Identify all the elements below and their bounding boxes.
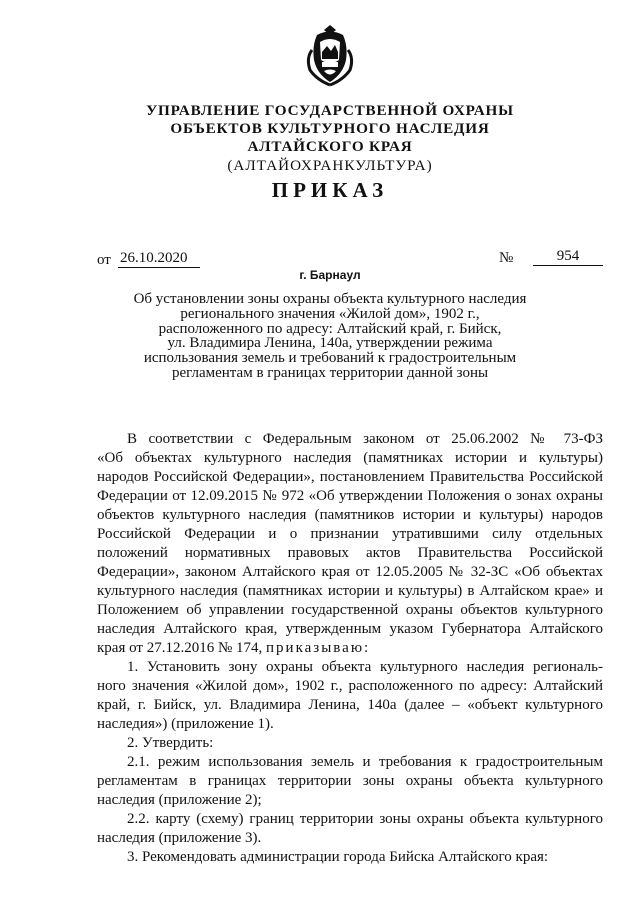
- subject-line: Об установлении зоны охраны объекта культурного наследия: [133, 291, 527, 307]
- coat-of-arms-icon: [303, 22, 357, 88]
- order-date: 26.10.2020: [118, 250, 200, 268]
- clause-2-2-last-line: наследия (приложение 3).: [97, 830, 262, 846]
- clause-1-line: край, г. Бийск, ул. Владимира Ленина, 140а (далее – «объект культурного: [97, 697, 603, 713]
- preamble-line: наследия Алтайского края, утвержденным указом Губернатора Алтайского: [97, 621, 603, 637]
- order-word: приказываю:: [266, 640, 371, 656]
- date-prefix: от: [97, 252, 111, 268]
- clause-2-1-line: регламентам в границах территории зоны охраны объекта культурного: [97, 773, 603, 789]
- preamble-line: В соответствии с Федеральным законом от 25.06.2002 № 73-ФЗ: [127, 431, 603, 447]
- clause-2-1-last-line: наследия (приложение 2);: [97, 792, 262, 808]
- preamble-line: «Об объектах культурного наследия (памятниках истории и культуры): [97, 450, 603, 466]
- order-subject: [125, 292, 535, 381]
- clause-1-last-line: наследия») (приложение 1).: [97, 716, 274, 732]
- preamble-line: положений нормативных правовых актов Правительства Российской: [97, 545, 603, 561]
- order-body: [97, 430, 603, 867]
- org-abbreviation: (АЛТАЙОХРАНКУЛЬТУРА): [227, 157, 433, 174]
- preamble-last-line: [97, 639, 603, 658]
- preamble-line: Федерации от 12.09.2015 № 972 «Об утверждении Положения о зонах охраны: [97, 488, 603, 504]
- clause-1-line: ного значения «Жилой дом», 1902 г., расположенного по адресу: Алтайский: [97, 678, 603, 694]
- subject-line: регионального значения «Жилой дом», 1902 г.,: [180, 305, 480, 322]
- preamble-last-text: края от 27.12.2016 № 174,: [97, 640, 263, 656]
- number-sign: №: [499, 250, 514, 266]
- order-number: 954: [533, 248, 603, 266]
- subject-line: ул. Владимира Ленина, 140а, утверждении режима: [167, 335, 493, 352]
- preamble-line: Российской Федерации и о признании утратившими силу отдельных: [97, 526, 603, 542]
- org-name-line-2: ОБЪЕКТОВ КУЛЬТУРНОГО НАСЛЕДИЯ: [170, 120, 490, 137]
- preamble-line: народов Российской Федерации», постановлением Правительства Российской: [97, 469, 603, 485]
- document-title: ПРИКАЗ: [271, 178, 389, 202]
- subject-line: расположенного по адресу: Алтайский край, г. Бийск,: [158, 320, 502, 337]
- clause-2-2-line: 2.2. карту (схему) границ территории зоны охраны объекта культурного: [127, 811, 603, 827]
- preamble-line: Федерации», законом Алтайского края от 12.05.2005 № 32-ЗС «Об объектах: [97, 564, 603, 580]
- preamble-line: культурного наследия (памятниках истории и культуры) в Алтайском крае» и: [97, 583, 603, 599]
- clause-2-1-line: 2.1. режим использования земель и требования к градостроительным: [127, 754, 603, 770]
- clause-2: 2. Утвердить:: [127, 735, 214, 751]
- preamble-line: объектов культурного наследия (памятников истории и культуры) народов: [97, 507, 603, 523]
- org-name-line-3: АЛТАЙСКОГО КРАЯ: [247, 138, 413, 155]
- subject-line: использования земель и требований к градостроительным: [143, 350, 517, 367]
- city: г. Барнаул: [299, 268, 361, 282]
- preamble-line: Положением об управлении государственной охраны объектов культурного: [97, 602, 603, 618]
- clause-3: 3. Рекомендовать администрации города Бийска Алтайского края:: [127, 849, 549, 865]
- clause-1-line: 1. Установить зону охраны объекта культурного наследия региональ-: [127, 659, 603, 675]
- org-name-line-1: УПРАВЛЕНИЕ ГОСУДАРСТВЕННОЙ ОХРАНЫ: [146, 102, 514, 119]
- subject-line: регламентам в границах территории данной зоны: [171, 364, 489, 381]
